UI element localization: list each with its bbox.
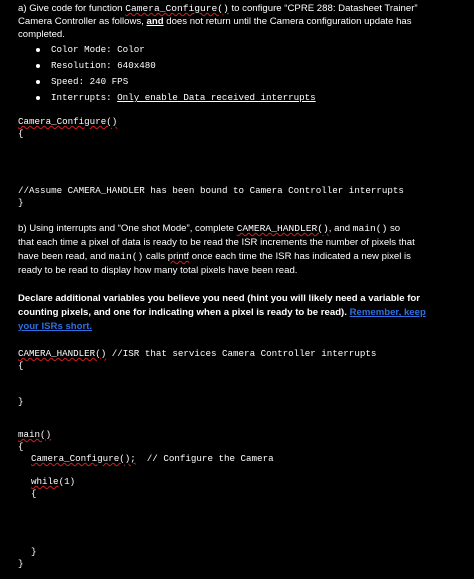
part-a-text: Camera Controller as follows, <box>18 16 147 27</box>
part-b-line-1 <box>18 222 400 235</box>
part-a-line-2 <box>18 15 412 28</box>
main-ref: main() <box>352 223 388 234</box>
code-close-brace: } <box>18 558 24 569</box>
setting-value: 240 FPS <box>89 76 129 87</box>
part-a-text: a) Give code for function <box>18 3 126 14</box>
while-keyword: while <box>31 476 59 487</box>
bullet-icon <box>36 96 40 100</box>
code-close-brace: } <box>18 396 24 407</box>
code-open-brace: { <box>18 360 24 371</box>
setting-label: Speed: <box>51 76 85 87</box>
part-b-line-4: ready to be read to display how many total pixels have been read. <box>18 265 298 276</box>
camera-handler-ref: CAMERA_HANDLER() <box>236 223 329 234</box>
code-camera-configure-def <box>18 115 117 128</box>
part-b-text: so <box>387 223 401 234</box>
part-b-text: once each time the ISR has indicated a new pixel is <box>189 251 411 262</box>
code-handler-def <box>18 347 376 360</box>
keep-isrs-short-link[interactable]: Remember, keep <box>349 307 426 318</box>
note-line-1: Declare additional variables you believe you need (hint you will likely need a variable for <box>18 293 421 304</box>
main-ref: main() <box>108 251 144 262</box>
code-open-brace: { <box>18 441 24 452</box>
part-b-text: b) Using interrupts and “One shot Mode”, complete <box>18 223 237 234</box>
part-a-line-3: completed. <box>18 29 65 40</box>
camera-configure-ref: Camera_Configure() <box>125 3 229 14</box>
code-close-brace: } <box>31 546 37 557</box>
function-name: Camera_Configure() <box>18 116 118 127</box>
function-call: Camera_Configure(); <box>31 453 136 464</box>
function-name: CAMERA_HANDLER() <box>18 348 107 359</box>
bullet-icon <box>36 64 40 68</box>
setting-label: Color Mode: <box>51 44 112 55</box>
note-line-3 <box>18 320 92 333</box>
part-b-text: have been read, and <box>18 251 109 262</box>
printf-ref: printf <box>167 251 190 262</box>
part-b-line-3 <box>18 250 411 263</box>
and-emphasis: and <box>146 16 164 27</box>
code-comment: // Configure the Camera <box>135 453 274 464</box>
setting-value: Color <box>117 44 145 55</box>
function-name: main() <box>18 429 52 440</box>
part-a-line-1 <box>18 2 418 15</box>
setting-label: Interrupts: <box>51 92 112 103</box>
part-b-line-2: that each time a pixel of data is ready to be read the ISR increments the number of pixels that <box>18 237 415 248</box>
code-open-brace: { <box>18 128 24 139</box>
setting-color-mode <box>51 43 145 56</box>
setting-speed <box>51 75 128 88</box>
while-condition: (1) <box>58 476 76 487</box>
setting-value: 640x480 <box>117 60 156 71</box>
code-while-loop <box>31 475 75 488</box>
part-a-text: does not return until the Camera configuration update has <box>163 16 412 27</box>
part-a-text: to configure “CPRE 288: Datasheet Trainer” <box>228 3 418 14</box>
bullet-icon <box>36 48 40 52</box>
code-open-brace: { <box>31 488 37 499</box>
setting-value: Only enable Data received interrupts <box>117 92 316 103</box>
note-line-2 <box>18 306 426 319</box>
part-b-text: , and <box>328 223 353 234</box>
setting-interrupts <box>51 91 316 104</box>
bullet-icon <box>36 80 40 84</box>
part-b-text: calls <box>143 251 168 262</box>
code-configure-call <box>31 452 274 465</box>
setting-resolution <box>51 59 156 72</box>
keep-isrs-short-link[interactable]: your ISRs short. <box>18 321 93 332</box>
code-comment: //ISR that services Camera Controller interrupts <box>106 348 377 359</box>
note-text: counting pixels, and one for indicating when a pixel is ready to be read). <box>18 307 350 318</box>
code-comment: //Assume CAMERA_HANDLER has been bound to Camera Controller interrupts <box>18 185 404 196</box>
setting-label: Resolution: <box>51 60 112 71</box>
code-close-brace: } <box>18 197 24 208</box>
